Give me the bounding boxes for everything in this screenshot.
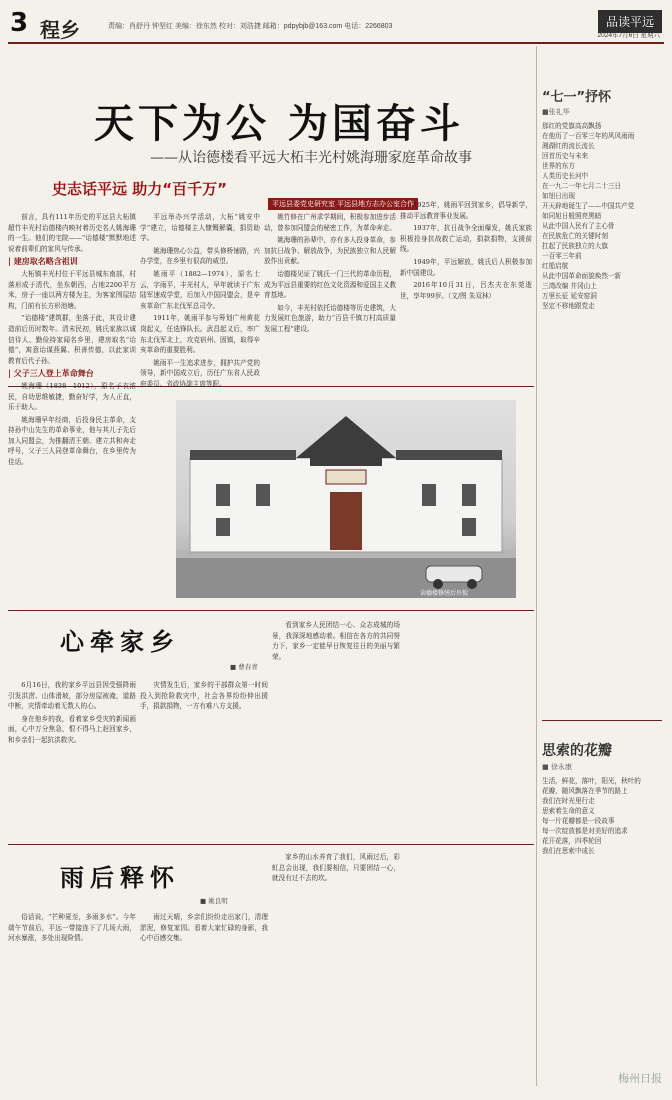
divider: [8, 844, 534, 845]
feature-photo: [176, 400, 516, 598]
essay2-column-2: 雨过天晴，乡亲们纷纷走出家门，清理淤泥，修复家园。看着大家忙碌的身影，我心中百感交集。: [140, 913, 268, 943]
issue-date: 2024年7月6日 星期六: [597, 32, 660, 39]
feature-subheadline: ——从诒德楼看平远大柘丰光村姚海珊家庭革命故事: [150, 150, 472, 166]
feature-column-3: 姚竹修在广州求学期间，积极参加进步活动，曾参加同盟会的秘密工作，为革命奔走。 姚海珊的孙辈中，亦有多人投身革命，参加抗日战争、解放战争，为民族独立和人民解放作出贡献。 诒德楼见证了姚氏一门三代的革命历程，成为平远县重要的红色文化资源和爱国主义教育基地。 如今，丰光村依托诒德楼等历史建筑，大力发展红色旅游，助力“百县千镇万村高质量发展工程”建设。: [264, 213, 396, 333]
poem2-title: 思索的花瓣: [542, 743, 612, 759]
feature-kicker: 史志话平远 助力“百千万”: [52, 180, 227, 198]
poem-title: “七一”抒怀: [542, 90, 612, 105]
sidebar-divider: [536, 46, 537, 1086]
page-number: 3: [10, 8, 29, 38]
section-title: 程乡: [40, 18, 80, 42]
photo-caption: 诒德楼修缮后外貌: [420, 590, 469, 597]
column-brand: 品读平远: [598, 10, 662, 33]
poem-author: ■张礼华: [542, 108, 570, 116]
essay1-author: ■ 曹春青: [230, 663, 258, 671]
essay2-column-3: 家乡的山水养育了我们，风雨过后，彩虹总会出现，我们要相信，只要团结一心，就没有过不去的坎。: [272, 853, 400, 883]
editor-credits: 责编：肖舒丹 钟坚红 美编：徐东然 校对：刘浩捷 邮箱：pdpybjb@163.com 电话：2266803: [108, 23, 393, 30]
essay2-title: 雨后释怀: [60, 863, 180, 892]
feature-column-1: 前言，具有111年历史的平远县大柘镇超竹丰光村诒德楼内映衬着历史名人姚海珊的一生。他们的宅院——“诒德楼”默默地述说着前辈们的家风与传承。 | 建房取名略含祖训 大柘镇丰光村位于平远县城东南部，村落形成于清代，坐东朝西，占地2200平方米，房子一座以两方楼为主，为客家围屋结构，门前有长方形池塘。 “诒德楼”建筑群，坐落于此，其设计建造前后历时数年。清末民初，姚氏家族以诚信待人、勤俭持家闻名乡里，建房取名“诒德”，寓意诒谋燕翼、积善传德，以此家训教育后代子孙。 | 父子三人登上革命舞台 姚海珊（1838—1912），原名子衣浓民，自幼思维敏捷，勤奋好学，为人正直，乐于助人。 姚海珊早年经商，后投身民主革命，支持孙中山先生的革命事业，他与其儿子先后加入同盟会，为推翻清王朝、建立共和奔走呼号，父子三人同登革命舞台，在乡里传为佳话。: [8, 213, 136, 467]
essay1-column-2: 灾情发生后，家乡的干部群众第一时间投入到抢险救灾中，社会各界纷纷伸出援手，捐款捐物，一方有难八方支援。: [140, 681, 268, 711]
essay2-author: ■ 姚良明: [200, 897, 228, 905]
essay1-column-3: 看到家乡人民团结一心、众志成城的场景，我深深地感动着。相信在各方的共同努力下，家乡一定能早日恢复往日的美丽与繁荣。: [272, 621, 400, 661]
newspaper-watermark: 梅州日报: [618, 1072, 662, 1085]
essay1-title: 心牵家乡: [60, 627, 180, 656]
divider: [542, 720, 662, 721]
divider: [8, 610, 534, 611]
feature-column-4: 1925年，姚雨平回到家乡，倡导新学，推动平远教育事业发展。 1937年，抗日战争全面爆发，姚氏家族积极投身抗战救亡运动，捐款捐物，支援前线。 1949年，平远解放，姚氏后人积极参加新中国建设。 2016年10月31日，吕杰夫在东莞逝世，享年99岁。（文/图 朱双林）: [400, 201, 532, 300]
essay2-column-1: 俗话说，“芒种夏至，多雨多水”。今年端午节前后，平远一带接连下了几场大雨，河水暴涨，多处出现险情。: [8, 913, 136, 943]
essay1-column-1: 6月16日，我的家乡平远县因受强降雨引发洪涝、山体滑坡，部分房屋被淹，道路中断，灾情牵动着无数人的心。 身在他乡的我，看着家乡受灾的新闻画面，心中万分焦急，恨不得马上赶回家乡，和乡亲们一起抗洪救灾。: [8, 681, 136, 744]
building-illustration: [176, 400, 516, 598]
feature-byline: 平远县委党史研究室 平远县地方志办公室合作: [268, 198, 418, 210]
poem2-author: ■ 徐永康: [542, 763, 572, 771]
sidebar-poem: “七一”抒怀 ■张礼华 那红的党旗高高飘扬 在他历了一百零三年的风风雨雨 湘湖红的流长流长 回首历史与未来 世界的东方 人类历史长河中 在一九二一年七月二十三日 如旭日出现 开天辟地诞生了——中国共产党 如同旭日般照亮黑暗 从此中国人民有了主心骨 在民族危亡的关键时刻 扛起了民族独立的大旗 一百零三年前 红船启航 从此中国革命面貌焕然一新 三湾改编 井冈山上 万里长征 延安窑洞 坚定不移地跟党走: [542, 86, 662, 386]
sidebar-poem-2: 思索的花瓣 ■ 徐永康 生活，鲜花，落叶，阳光，秋叶的 花瓣，随风飘落在季节的路上 我们在时光里行走 思索着生命的意义 每一片花瓣都是一段故事 每一次绽放都是对美好的追求 花开花落，四季轮回 我们在思索中成长: [542, 740, 662, 856]
feature-column-2: 平远举办兴学活动，大柘“姚安中学”建立，诒德楼主人慷慨解囊，捐资助学。 姚海珊热心公益，带头修桥铺路，兴办学堂，在乡里有很高的威望。 姚雨平（1882—1974），原名士云，字雨平，丰光村人，早年就读于广东陆军速成学堂，后加入中国同盟会，是辛亥革命广东北伐军总司令。 1911年，姚雨平参与筹划广州黄花岗起义，任选锋队长。武昌起义后，率广东北伐军北上，攻克宿州、固镇，取得辛亥革命的重要胜利。 姚雨平一生追求进步，拥护共产党的领导，新中国成立后，历任广东省人民政府委员、省政协副主席等职。: [140, 213, 260, 388]
masthead: [8, 8, 664, 44]
feature-headline: 天下为公 为国奋斗: [94, 100, 464, 147]
